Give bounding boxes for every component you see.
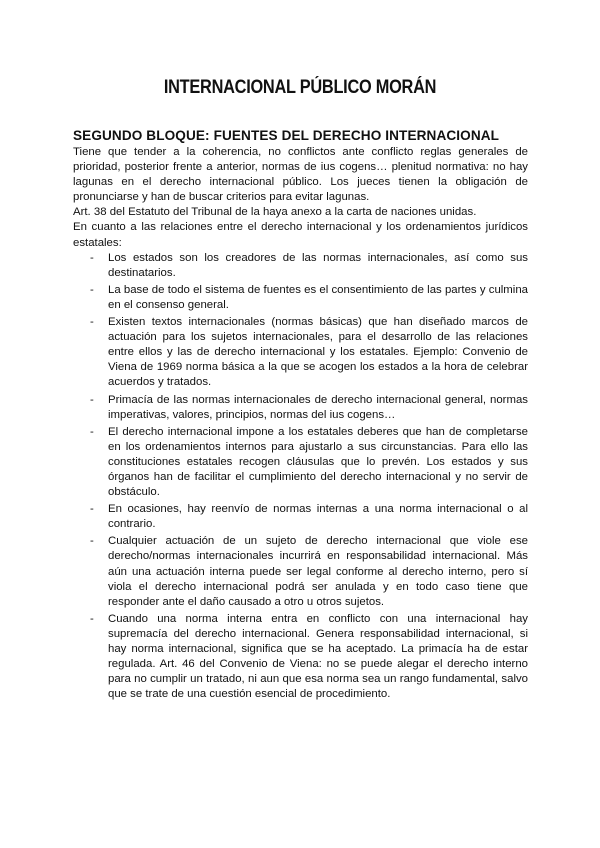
bullet-item [73,251,528,281]
bullet-item [73,315,528,390]
bullet-marker: - [90,283,94,296]
bullet-text: La base de todo el sistema de fuentes es el consentimiento de las partes y culmina en el consenso general. [108,283,528,311]
paragraph-relations: En cuanto a las relaciones entre el derecho internacional y los ordenamientos jurídicos estatales: [73,221,528,249]
bullet-text: En ocasiones, hay reenvío de normas internas a una norma internacional o al contrario. [108,503,528,531]
bullet-marker: - [90,316,94,329]
bullet-text: Los estados son los creadores de las normas internacionales, así como sus destinatarios. [108,251,528,279]
bullet-text: Primacía de las normas internacionales de derecho internacional general, normas imperativas, valores, principios, normas del ius cogens… [108,393,528,421]
bullet-marker: - [90,612,94,625]
bullet-marker: - [90,393,94,406]
document-title: INTERNACIONAL PÚBLICO MORÁN [163,77,437,98]
document-body [73,127,528,704]
bullet-marker: - [90,425,94,438]
paragraph-coherence: Tiene que tender a la coherencia, no conflictos ante conflicto reglas generales de prioridad, posterior frente a anterior, normas de ius cogens… plenitud normativa: no hay lagunas en el derecho internacional público. Los jueces tienen la obligación de pronunciarse y han de buscar criterios para evitar lagunas. [73,146,528,204]
bullet-marker: - [90,503,94,516]
bullet-text: Cuando una norma interna entra en conflicto con una internacional hay supremacía del derecho internacional. Genera responsabilidad internacional, si hay norma internacional, significa que se ha aceptado. La primacía ha de estar regulada. Art. 46 del Convenio de Viena: no se puede alegar el derecho interno para no cumplir un tratado, ni aun que esa norma sea un rango fundamental, salvo que se trate de una cuestión esencial de procedimiento. [108,612,528,701]
bullet-item [73,283,528,313]
bullet-text: Existen textos internacionales (normas básicas) que han diseñado marcos de actuación para los sujetos internacionales, para el desarrollo de las relaciones entre ellos y las de derecho internacional y los estatales. Ejemplo: Convenio de Viena de 1969 norma básica a la que se acogen los estados a la hora de celebrar acuerdos y tratados. [108,316,528,389]
bullet-marker: - [90,251,94,264]
bullet-item [73,612,528,703]
bullet-item [73,534,528,609]
bullet-text: El derecho internacional impone a los estatales deberes que han de completarse en los ordenamientos internos para ajustarlo a sus circunstancias. Para ello las constituciones estatales recogen cláusulas que lo prevén. Los estados y sus órganos han de facilitar el cumplimiento del derecho internacional y no servir de obstáculo. [108,425,528,499]
bullet-item [73,425,528,500]
paragraph-article-38: Art. 38 del Estatuto del Tribunal de la haya anexo a la carta de naciones unidas. [73,206,477,219]
bullet-text: Cualquier actuación de un sujeto de derecho internacional que viole ese derecho/normas internacionales incurrirá en responsabilidad internacional. Más aún una actuación interna puede ser legal conforme al derecho interno, pero sí viola el derecho internacional podrá ser anulada y en todo caso tiene que responder ante el daño causado a otro u otros sujetos. [108,535,528,608]
bullet-item [73,502,528,532]
bullet-item [73,393,528,423]
bullet-list [73,251,528,703]
bullet-marker: - [90,535,94,548]
section-heading: SEGUNDO BLOQUE: FUENTES DEL DERECHO INTERNACIONAL [73,128,500,143]
